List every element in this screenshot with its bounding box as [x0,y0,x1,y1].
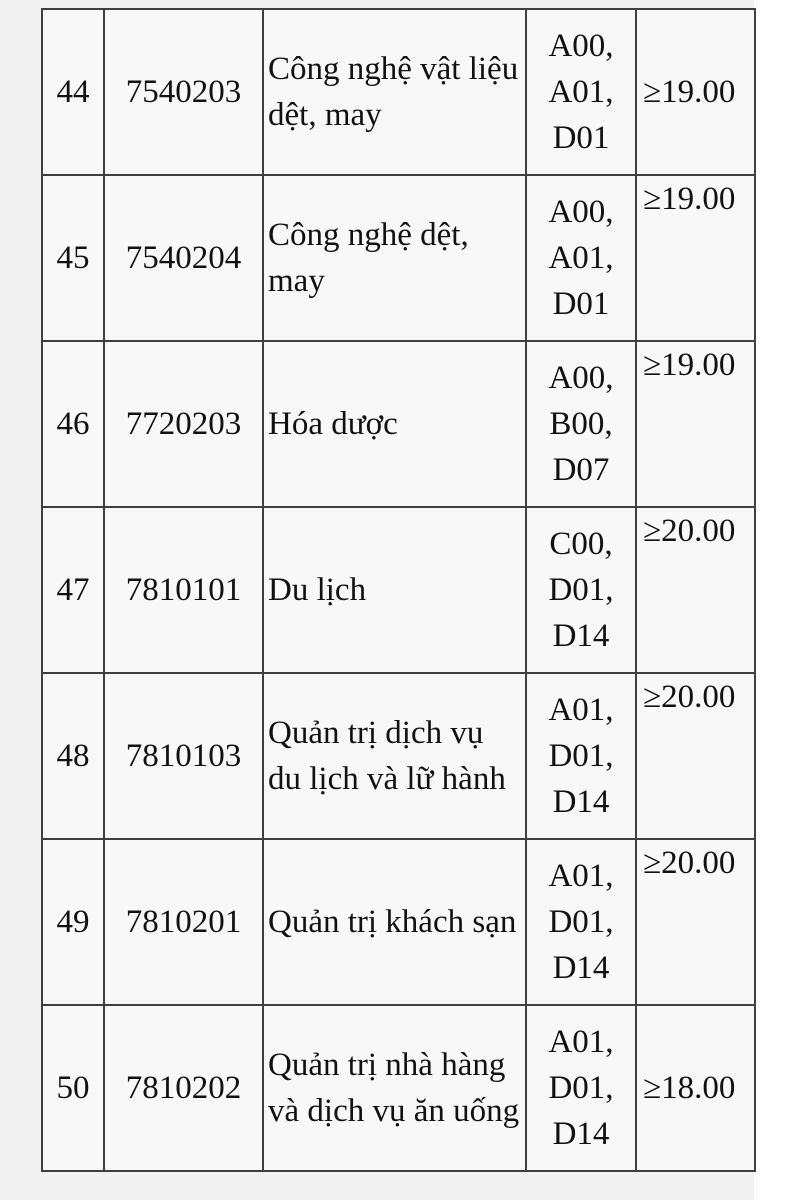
subject-groups-cell [526,839,636,1005]
major-code-cell: 7810103 [104,673,263,839]
subject-groups-cell [526,507,636,673]
major-name-cell: Công nghệ dệt, may [263,175,526,341]
subject-group: D14 [552,1116,610,1152]
table-row [42,341,755,507]
subject-group: A01, [548,858,614,894]
major-name-cell: Du lịch [263,507,526,673]
min-score: ≥18.00 [643,1070,736,1106]
row-number-cell: 50 [42,1005,104,1171]
right-margin [754,0,801,1200]
table-row [42,839,755,1005]
row-number-cell: 45 [42,175,104,341]
subject-group: D01, [548,904,614,940]
admission-score-table [41,8,756,1172]
min-score: ≥20.00 [643,513,736,549]
major-name-cell: Công nghệ vật liệu dệt, may [263,9,526,175]
min-score: ≥20.00 [643,845,736,881]
table-row [42,1005,755,1171]
row-number-cell: 48 [42,673,104,839]
subject-group: D01 [552,120,610,156]
major-name-cell: Quản trị khách sạn [263,839,526,1005]
score-cell [636,9,755,175]
major-code-cell: 7810101 [104,507,263,673]
major-code-cell: 7810202 [104,1005,263,1171]
subject-group: D07 [552,452,610,488]
subject-group: D14 [552,784,610,820]
subject-group: A01, [548,74,614,110]
row-number-cell: 46 [42,341,104,507]
subject-group: A00, [548,360,614,396]
subject-group: A01, [548,1024,614,1060]
major-code-cell: 7540204 [104,175,263,341]
major-name-cell: Quản trị dịch vụ du lịch và lữ hành [263,673,526,839]
score-cell [636,341,755,507]
major-code-cell: 7810201 [104,839,263,1005]
row-number-cell: 49 [42,839,104,1005]
row-number-cell: 44 [42,9,104,175]
score-cell [636,839,755,1005]
major-name-cell: Hóa dược [263,341,526,507]
score-cell [636,175,755,341]
min-score: ≥19.00 [643,181,736,217]
table-row [42,175,755,341]
major-code-cell: 7720203 [104,341,263,507]
score-cell [636,1005,755,1171]
subject-group: B00, [549,406,613,442]
table-row [42,507,755,673]
subject-groups-cell [526,673,636,839]
min-score: ≥19.00 [643,74,736,110]
major-name-cell: Quản trị nhà hàng và dịch vụ ăn uống [263,1005,526,1171]
subject-groups-cell [526,341,636,507]
score-cell [636,673,755,839]
row-number-cell: 47 [42,507,104,673]
subject-group: A01, [548,240,614,276]
subject-group: D14 [552,950,610,986]
subject-group: A00, [548,194,614,230]
subject-groups-cell [526,9,636,175]
subject-group: D01, [548,572,614,608]
subject-groups-cell [526,175,636,341]
min-score: ≥20.00 [643,679,736,715]
subject-groups-cell [526,1005,636,1171]
major-code-cell: 7540203 [104,9,263,175]
subject-group: D01 [552,286,610,322]
table-row [42,9,755,175]
table-row [42,673,755,839]
min-score: ≥19.00 [643,347,736,383]
subject-group: D01, [548,738,614,774]
subject-group: D14 [552,618,610,654]
table-body [42,9,755,1171]
subject-group: D01, [548,1070,614,1106]
subject-group: A01, [548,692,614,728]
subject-group: C00, [549,526,613,562]
subject-group: A00, [548,28,614,64]
score-cell [636,507,755,673]
